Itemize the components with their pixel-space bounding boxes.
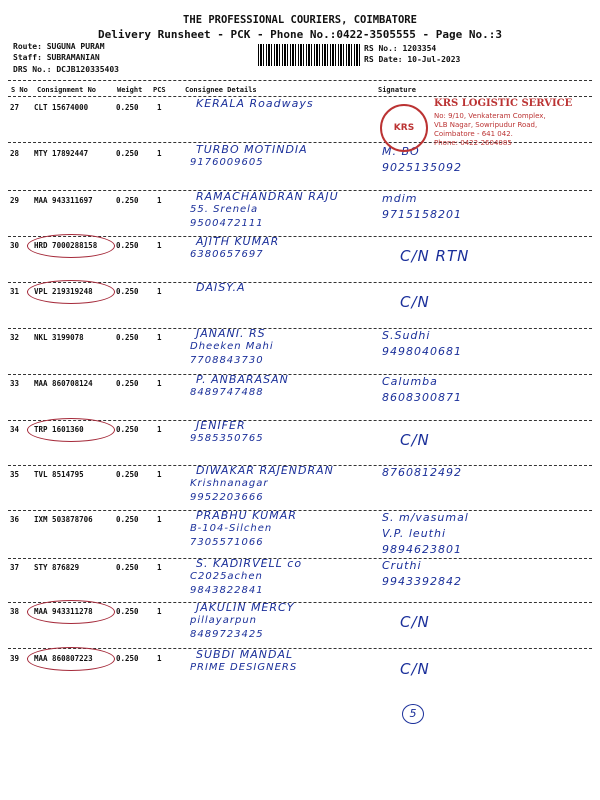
consignee-detail: 9843822841 <box>190 585 264 596</box>
row-sno: 27 <box>10 103 20 112</box>
row-pcs: 1 <box>157 515 162 524</box>
consignee-detail: TURBO MOTINDIA <box>196 143 308 156</box>
row-sno: 34 <box>10 425 20 434</box>
row-sno: 36 <box>10 515 20 524</box>
row-pcs: 1 <box>157 470 162 479</box>
signature-entry: 9894623801 <box>382 543 462 556</box>
row-pcs: 1 <box>157 563 162 572</box>
row-pcs: 1 <box>157 103 162 112</box>
route-label: Route: SUGUNA PURAM <box>13 42 105 51</box>
header-divider-top <box>8 80 592 81</box>
row-pcs: 1 <box>157 241 162 250</box>
col-signature: Signature <box>378 86 416 94</box>
row-consignment-no: MAA 860708124 <box>34 379 93 388</box>
consignee-detail: KERALA Roadways <box>196 97 314 110</box>
signature-entry: V.P. leuthi <box>382 527 447 540</box>
signature-entry: 8608300871 <box>382 391 462 404</box>
consignee-detail: C2025achen <box>190 571 263 582</box>
signature-entry: 9715158201 <box>382 208 462 221</box>
consignee-detail: 7305571066 <box>190 537 264 548</box>
stamp-address-line: Phone: 0422-2604085 <box>434 139 512 147</box>
signature-entry: mdim <box>382 192 418 205</box>
row-weight: 0.250 <box>116 103 139 112</box>
row-sno: 38 <box>10 607 20 616</box>
row-divider <box>8 328 592 329</box>
runsheet-title: THE PROFESSIONAL COURIERS, COIMBATORE <box>183 14 417 26</box>
stamp-seal: KRS <box>380 104 428 152</box>
row-sno: 31 <box>10 287 20 296</box>
row-pcs: 1 <box>157 149 162 158</box>
col-pcs: PCS <box>153 86 166 94</box>
signature-entry: 9498040681 <box>382 345 462 358</box>
row-pcs: 1 <box>157 333 162 342</box>
signature-entry: Cruthi <box>382 559 422 572</box>
row-divider <box>8 510 592 511</box>
row-divider <box>8 374 592 375</box>
consignee-detail: S. KADIRVELL co <box>196 557 303 570</box>
row-weight: 0.250 <box>116 607 139 616</box>
consignee-detail: DIWAKAR RAJENDRAN <box>196 464 334 477</box>
consignee-detail: SUBDI MANDAL <box>196 648 294 661</box>
signature-entry: C/N <box>400 613 430 631</box>
consignment-circle-mark <box>27 418 115 442</box>
runsheet-subtitle: Delivery Runsheet - PCK - Phone No.:0422-3505555 - Page No.:3 <box>98 28 502 41</box>
row-sno: 37 <box>10 563 20 572</box>
row-pcs: 1 <box>157 425 162 434</box>
barcode <box>258 44 360 66</box>
signature-entry: Calumba <box>382 375 438 388</box>
signature-entry: 9025135092 <box>382 161 462 174</box>
row-consignment-no: MAA 860807223 <box>34 654 93 663</box>
row-weight: 0.250 <box>116 563 139 572</box>
row-consignment-no: IXM 503878706 <box>34 515 93 524</box>
row-consignment-no: MAA 943311697 <box>34 196 93 205</box>
stamp-title: KRS LOGISTIC SERVICE <box>434 98 573 109</box>
consignee-detail: JAKULIN MERCY <box>196 601 295 614</box>
row-weight: 0.250 <box>116 241 139 250</box>
consignee-detail: PRIME DESIGNERS <box>190 662 298 673</box>
consignee-detail: pillayarpun <box>190 615 257 626</box>
consignment-circle-mark <box>27 647 115 671</box>
signature-entry: S. m/vasumal <box>382 511 469 524</box>
row-consignment-no: TRP 1601360 <box>34 425 84 434</box>
row-sno: 35 <box>10 470 20 479</box>
row-sno: 32 <box>10 333 20 342</box>
consignee-detail: AJITH KUMAR <box>196 235 280 248</box>
consignee-detail: P. ANBARASAN <box>196 373 289 386</box>
signature-entry: 9943392842 <box>382 575 462 588</box>
row-weight: 0.250 <box>116 515 139 524</box>
signature-entry: C/N RTN <box>400 247 470 265</box>
stamp-address-line: Coimbatore - 641 042. <box>434 130 513 138</box>
row-consignment-no: VPL 219319248 <box>34 287 93 296</box>
row-pcs: 1 <box>157 607 162 616</box>
row-weight: 0.250 <box>116 333 139 342</box>
signature-entry: M. BO <box>382 145 420 158</box>
signature-entry: S.Sudhi <box>382 329 431 342</box>
row-pcs: 1 <box>157 654 162 663</box>
consignee-detail: Krishnanagar <box>190 478 269 489</box>
consignee-detail: 8489723425 <box>190 629 264 640</box>
row-sno: 30 <box>10 241 20 250</box>
stamp-address-line: VLB Nagar, Sowripudur Road, <box>434 121 538 129</box>
consignee-detail: 9176009605 <box>190 157 264 168</box>
row-weight: 0.250 <box>116 654 139 663</box>
col-sno: S No <box>11 86 28 94</box>
row-consignment-no: NKL 3199078 <box>34 333 84 342</box>
row-weight: 0.250 <box>116 379 139 388</box>
row-sno: 39 <box>10 654 20 663</box>
col-weight: Weight <box>117 86 143 94</box>
consignee-detail: Dheeken Mahi <box>190 341 274 352</box>
consignee-detail: 9500472111 <box>190 218 264 229</box>
consignee-detail: RAMACHANDRAN RAJU <box>196 190 339 203</box>
consignee-detail: JANANI. RS <box>196 327 266 340</box>
row-pcs: 1 <box>157 379 162 388</box>
row-consignment-no: STY 876829 <box>34 563 80 572</box>
rs-number: RS No.: 1203354 <box>364 44 437 53</box>
consignee-detail: PRABHU KUMAR <box>196 509 297 522</box>
consignee-detail: 7708843730 <box>190 355 264 366</box>
consignee-detail: JENIFER <box>196 419 246 432</box>
row-pcs: 1 <box>157 196 162 205</box>
row-sno: 29 <box>10 196 20 205</box>
row-weight: 0.250 <box>116 425 139 434</box>
row-consignment-no: MTY 17892447 <box>34 149 89 158</box>
consignee-detail: 6380657697 <box>190 249 264 260</box>
row-weight: 0.250 <box>116 470 139 479</box>
signature-entry: C/N <box>400 293 430 311</box>
col-consignee: Consignee Details <box>185 86 257 94</box>
row-weight: 0.250 <box>116 149 139 158</box>
page-count-mark: 5 <box>402 704 424 724</box>
consignment-circle-mark <box>27 234 115 258</box>
row-consignment-no: CLT 15674000 <box>34 103 89 112</box>
consignee-detail: B-104-Silchen <box>190 523 273 534</box>
staff-label: Staff: SUBRAMANIAN <box>13 53 100 62</box>
row-weight: 0.250 <box>116 196 139 205</box>
consignee-detail: DAISY.A <box>196 281 246 294</box>
stamp-address-line: No: 9/10, Venkateram Complex, <box>434 112 546 120</box>
row-pcs: 1 <box>157 287 162 296</box>
consignee-detail: 9585350765 <box>190 433 264 444</box>
consignee-detail: 9952203666 <box>190 492 264 503</box>
row-consignment-no: MAA 943311278 <box>34 607 93 616</box>
signature-entry: C/N <box>400 660 430 678</box>
rs-date: RS Date: 10-Jul-2023 <box>364 55 461 64</box>
row-consignment-no: HRD 7000288158 <box>34 241 98 250</box>
signature-entry: 8760812492 <box>382 466 462 479</box>
stamp-address <box>434 112 546 148</box>
row-consignment-no: TVL 8514795 <box>34 470 84 479</box>
row-sno: 28 <box>10 149 20 158</box>
consignee-detail: 8489747488 <box>190 387 264 398</box>
drs-number: DRS No.: DCJB120335403 <box>13 65 119 74</box>
signature-entry: C/N <box>400 431 430 449</box>
company-stamp <box>376 98 586 148</box>
consignee-detail: 55. Srenela <box>190 204 259 215</box>
row-weight: 0.250 <box>116 287 139 296</box>
consignment-circle-mark <box>27 600 115 624</box>
col-consignment: Consignment No <box>37 86 97 94</box>
row-sno: 33 <box>10 379 20 388</box>
consignment-circle-mark <box>27 280 115 304</box>
